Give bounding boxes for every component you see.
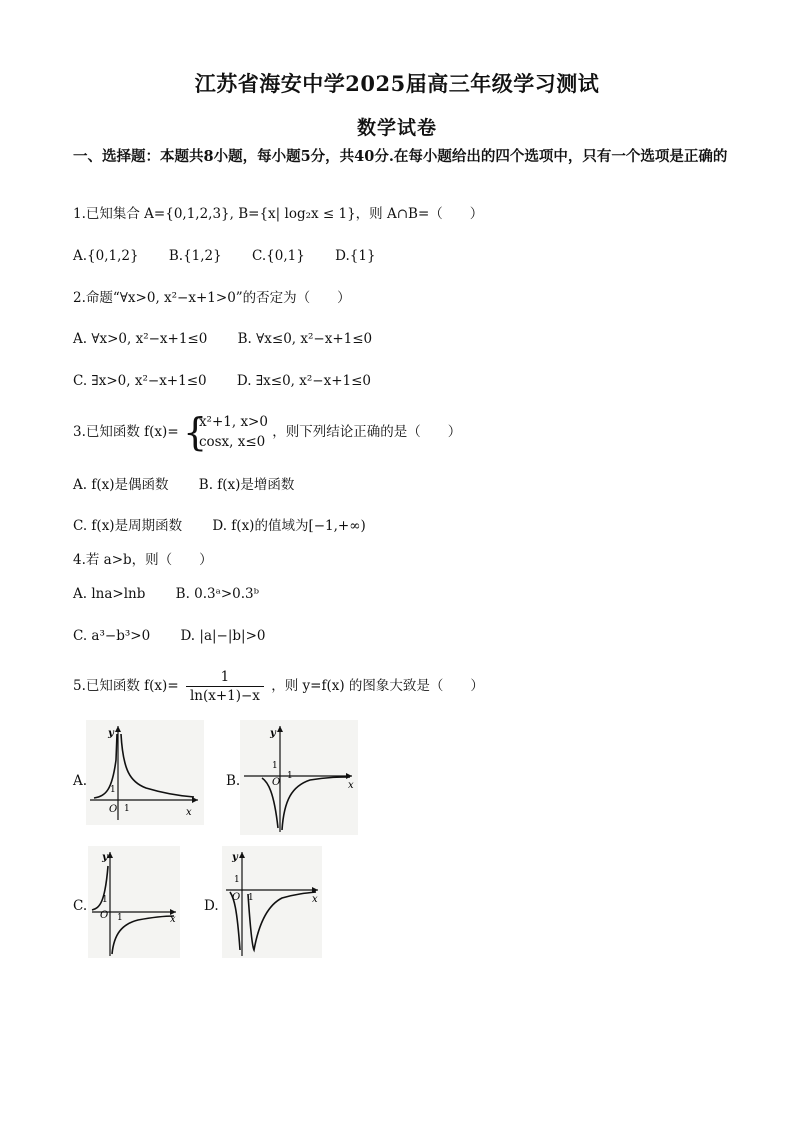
q1-options	[73, 246, 402, 266]
q2-option-a: A. ∀x>0, x²−x+1≤0	[73, 331, 208, 347]
graph-b-origin: O	[272, 777, 281, 788]
q4-option-a: A. lna>lnb	[73, 586, 146, 602]
q1-option-d: D.{1}	[335, 248, 376, 264]
q2-option-b: B. ∀x≤0, x²−x+1≤0	[237, 331, 373, 347]
graph-c-origin: O	[100, 910, 109, 921]
q2-stem: 2.命题“∀x>0, x²−x+1>0”的否定为（ ）	[73, 290, 351, 306]
graph-d	[222, 846, 322, 958]
q3-stem-prefix: 3.已知函数 f(x)=	[73, 424, 179, 440]
q5-fraction	[186, 668, 264, 705]
graph-d-y-tick: 1	[234, 875, 240, 885]
q4-option-d: D. |a|−|b|>0	[180, 628, 266, 644]
graph-a-x-tick: 1	[124, 804, 130, 814]
q3-option-b: B. f(x)是增函数	[198, 477, 295, 493]
q3-stem-suffix: ，则下列结论正确的是（ ）	[272, 424, 462, 440]
q3-piece-top: x²+1, x>0	[198, 413, 268, 430]
graph-c-y-tick: 1	[102, 895, 108, 905]
graph-a-origin: O	[109, 804, 118, 815]
graph-c-y-label: y	[102, 852, 108, 863]
graph-b-y-arrow	[277, 726, 283, 732]
q2-options-row2	[73, 371, 397, 391]
q1-option-b: B.{1,2}	[168, 248, 222, 264]
q3-piece-bottom: cosx, x≤0	[198, 433, 266, 450]
exam-subtitle: 数学试卷	[356, 117, 437, 139]
graph-a-x-label: x	[186, 807, 192, 818]
graph-d-y-label: y	[232, 852, 238, 863]
graph-b-y-tick: 1	[272, 761, 278, 771]
q3-option-d: D. f(x)的值域为[−1,+∞)	[212, 518, 366, 534]
q1-option-c: C.{0,1}	[252, 248, 305, 264]
graph-b-curve-right	[282, 777, 350, 830]
q4-options-row2	[73, 626, 292, 646]
graph-a-y-arrow	[115, 726, 121, 732]
section-heading: 一、选择题：本题共8小题，每小题5分，共40分.在每小题给出的四个选项中，只有一个选项是正确的	[73, 148, 728, 165]
graph-c-label: C.	[73, 898, 88, 914]
q5-fraction-denominator: ln(x+1)−x	[189, 688, 260, 704]
graph-a-y-tick: 1	[110, 785, 116, 795]
graph-d-x-label: x	[312, 894, 318, 905]
q4-options-row1	[73, 584, 285, 604]
q4-option-b: B. 0.3ᵃ>0.3ᵇ	[175, 586, 260, 602]
graph-a-x-arrow	[192, 797, 198, 803]
q2-option-d: D. ∃x≤0, x²−x+1≤0	[236, 373, 372, 389]
graph-c	[88, 846, 180, 958]
exam-title: 江苏省海安中学2025届高三年级学习测试	[194, 71, 600, 96]
graph-b-x-tick: 1	[287, 771, 293, 781]
q1-option-a: A.{0,1,2}	[73, 248, 139, 264]
graph-a	[86, 720, 204, 825]
q5-stem	[73, 666, 484, 706]
q1-stem: 1.已知集合 A={0,1,2,3}, B={x| log₂x ≤ 1}，则 A∩B=（ ）	[73, 206, 484, 222]
graph-a-label: A.	[73, 773, 88, 789]
graph-b-x-label: x	[348, 780, 354, 791]
q2-options-row1	[73, 329, 398, 349]
graph-c-x-label: x	[170, 914, 176, 925]
q3-brace-symbol: {	[182, 409, 208, 454]
q3-option-a: A. f(x)是偶函数	[73, 477, 169, 493]
q3-options-row2	[73, 516, 392, 536]
q3-option-c: C. f(x)是周期函数	[73, 518, 183, 534]
graph-b-y-label: y	[270, 728, 276, 739]
q3-stem	[73, 411, 461, 454]
graph-d-label: D.	[204, 898, 219, 914]
q3-options-row1	[73, 475, 320, 495]
graph-d-x-tick: 1	[248, 893, 254, 903]
graph-b-label: B.	[226, 773, 241, 789]
q5-stem-suffix: ，则 y=f(x) 的图象大致是（ ）	[271, 678, 484, 694]
graph-c-y-arrow	[107, 852, 113, 858]
q5-stem-prefix: 5.已知函数 f(x)=	[73, 678, 179, 694]
graph-a-curve-right	[121, 734, 194, 797]
graph-c-x-tick: 1	[117, 913, 123, 923]
q2-option-c: C. ∃x>0, x²−x+1≤0	[73, 373, 207, 389]
q4-option-c: C. a³−b³>0	[73, 628, 151, 644]
graph-b	[240, 720, 358, 835]
graph-b-x-arrow	[346, 773, 352, 779]
graph-a-y-label: y	[108, 728, 114, 739]
graph-d-curve-right	[248, 892, 316, 950]
graph-d-origin: O	[232, 892, 241, 903]
q5-fraction-numerator: 1	[186, 668, 264, 687]
q3-piecewise	[182, 409, 268, 454]
graph-d-y-arrow	[239, 852, 245, 858]
q4-stem: 4.若 a>b，则（ ）	[73, 552, 213, 568]
